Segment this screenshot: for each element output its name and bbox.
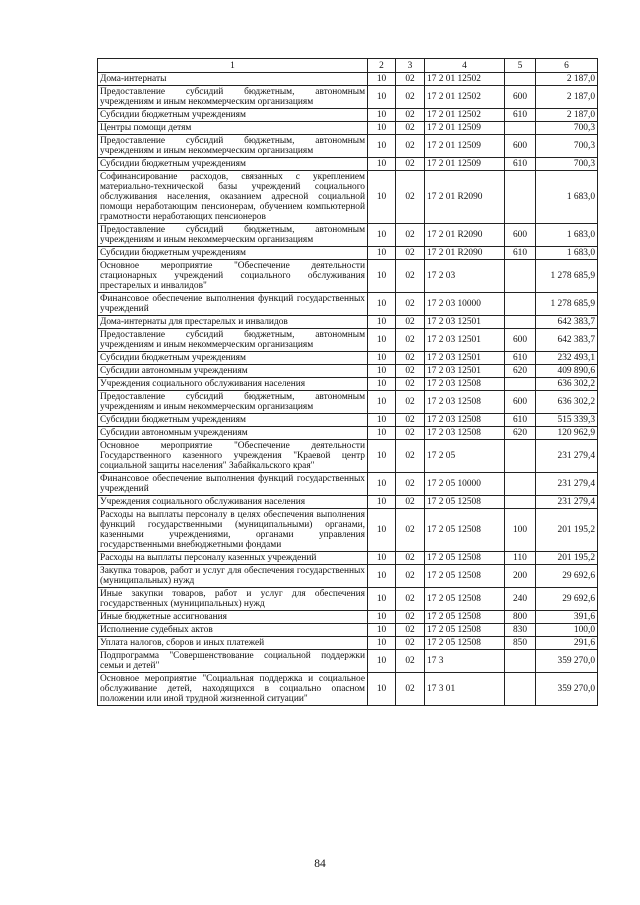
table-row: [98, 414, 598, 427]
target-article-code: 17 2 01 12509: [425, 158, 505, 171]
section-code: 10: [368, 624, 396, 637]
table-row: [98, 109, 598, 122]
row-name: Иные закупки товаров, работ и услуг для обеспечения государственных (муниципальных) нужд: [98, 588, 368, 611]
section-code: 10: [368, 73, 396, 86]
amount: 1 278 685,9: [536, 293, 598, 316]
target-article-code: 17 2 03 12501: [425, 329, 505, 352]
amount: 232 493,1: [536, 352, 598, 365]
target-article-code: 17 2 01 12509: [425, 122, 505, 135]
subsection-code: 02: [396, 552, 425, 565]
expense-type-code: [505, 650, 536, 673]
expense-type-code: 610: [505, 352, 536, 365]
target-article-code: 17 3: [425, 650, 505, 673]
table-row: [98, 427, 598, 440]
row-name: Учреждения социального обслуживания населения: [98, 496, 368, 509]
section-code: 10: [368, 552, 396, 565]
target-article-code: 17 2 03 12501: [425, 316, 505, 329]
row-name: Субсидии бюджетным учреждениям: [98, 158, 368, 171]
expense-type-code: 600: [505, 224, 536, 247]
row-name: Софинансирование расходов, связанных с укреплением материально-технической базы учреждений социального обслуживания населения, оказанием адресной социальной помощи неработающим пенсионерам, обучением компьютерной грамотности неработающих пенсионеров: [98, 171, 368, 224]
row-name: Центры помощи детям: [98, 122, 368, 135]
subsection-code: 02: [396, 352, 425, 365]
expense-type-code: 600: [505, 329, 536, 352]
amount: 1 683,0: [536, 171, 598, 224]
table-row: [98, 158, 598, 171]
page-number: 84: [314, 858, 326, 870]
amount: 2 187,0: [536, 73, 598, 86]
target-article-code: 17 2 05: [425, 440, 505, 473]
expense-type-code: 620: [505, 365, 536, 378]
amount: 201 195,2: [536, 509, 598, 552]
expense-type-code: 620: [505, 427, 536, 440]
row-name: Субсидии бюджетным учреждениям: [98, 247, 368, 260]
row-name: Уплата налогов, сборов и иных платежей: [98, 637, 368, 650]
subsection-code: 02: [396, 624, 425, 637]
target-article-code: 17 2 05 10000: [425, 473, 505, 496]
amount: 291,6: [536, 637, 598, 650]
subsection-code: 02: [396, 73, 425, 86]
expense-type-code: [505, 122, 536, 135]
section-code: 10: [368, 440, 396, 473]
section-code: 10: [368, 352, 396, 365]
section-code: 10: [368, 247, 396, 260]
column-header: 1: [98, 59, 368, 73]
target-article-code: 17 2 05 12508: [425, 611, 505, 624]
table-row: [98, 316, 598, 329]
section-code: 10: [368, 378, 396, 391]
column-header: 5: [505, 59, 536, 73]
subsection-code: 02: [396, 378, 425, 391]
target-article-code: 17 2 05 12508: [425, 637, 505, 650]
subsection-code: 02: [396, 224, 425, 247]
expense-type-code: [505, 316, 536, 329]
amount: 1 683,0: [536, 224, 598, 247]
subsection-code: 02: [396, 496, 425, 509]
table-row: [98, 509, 598, 552]
amount: 636 302,2: [536, 378, 598, 391]
amount: 2 187,0: [536, 86, 598, 109]
amount: 2 187,0: [536, 109, 598, 122]
expense-type-code: [505, 171, 536, 224]
row-name: Основное мероприятие "Социальная поддержка и социальное обслуживание детей, находящихся в социально опасном положении или иной трудной жизненной ситуации": [98, 673, 368, 706]
target-article-code: 17 2 01 12502: [425, 109, 505, 122]
table-row: [98, 565, 598, 588]
section-code: 10: [368, 122, 396, 135]
expense-type-code: 610: [505, 247, 536, 260]
target-article-code: 17 2 05 12508: [425, 565, 505, 588]
amount: 231 279,4: [536, 440, 598, 473]
subsection-code: 02: [396, 414, 425, 427]
table-row: [98, 673, 598, 706]
table-row: [98, 329, 598, 352]
subsection-code: 02: [396, 611, 425, 624]
section-code: 10: [368, 158, 396, 171]
column-header: 2: [368, 59, 396, 73]
amount: 231 279,4: [536, 496, 598, 509]
column-header: 3: [396, 59, 425, 73]
target-article-code: 17 2 01 12502: [425, 73, 505, 86]
target-article-code: 17 2 03 12501: [425, 352, 505, 365]
subsection-code: 02: [396, 122, 425, 135]
target-article-code: 17 2 03 12508: [425, 391, 505, 414]
table-header-row: [98, 59, 598, 73]
amount: 700,3: [536, 135, 598, 158]
expense-type-code: [505, 496, 536, 509]
row-name: Субсидии бюджетным учреждениям: [98, 109, 368, 122]
expense-type-code: 110: [505, 552, 536, 565]
target-article-code: 17 2 03 10000: [425, 293, 505, 316]
expense-type-code: [505, 673, 536, 706]
expense-type-code: 610: [505, 158, 536, 171]
section-code: 10: [368, 496, 396, 509]
amount: 409 890,6: [536, 365, 598, 378]
row-name: Финансовое обеспечение выполнения функций государственных учреждений: [98, 293, 368, 316]
target-article-code: 17 2 05 12508: [425, 509, 505, 552]
section-code: 10: [368, 565, 396, 588]
amount: 700,3: [536, 158, 598, 171]
table-row: [98, 496, 598, 509]
subsection-code: 02: [396, 650, 425, 673]
table-row: [98, 391, 598, 414]
table-row: [98, 637, 598, 650]
target-article-code: 17 2 03 12508: [425, 378, 505, 391]
row-name: Субсидии автономным учреждениям: [98, 365, 368, 378]
row-name: Основное мероприятие "Обеспечение деятельности стационарных учреждений социального обслуживания престарелых и инвалидов": [98, 260, 368, 293]
section-code: 10: [368, 611, 396, 624]
table-row: [98, 73, 598, 86]
expense-type-code: 200: [505, 565, 536, 588]
section-code: 10: [368, 86, 396, 109]
target-article-code: 17 2 01 R2090: [425, 171, 505, 224]
section-code: 10: [368, 473, 396, 496]
target-article-code: 17 2 01 12509: [425, 135, 505, 158]
section-code: 10: [368, 260, 396, 293]
expense-type-code: 600: [505, 391, 536, 414]
amount: 359 270,0: [536, 673, 598, 706]
target-article-code: 17 2 03: [425, 260, 505, 293]
expense-type-code: 240: [505, 588, 536, 611]
row-name: Предоставление субсидий бюджетным, автономным учреждениям и иным некоммерческим организациям: [98, 329, 368, 352]
section-code: 10: [368, 650, 396, 673]
expense-type-code: [505, 378, 536, 391]
row-name: Иные бюджетные ассигнования: [98, 611, 368, 624]
subsection-code: 02: [396, 588, 425, 611]
row-name: Предоставление субсидий бюджетным, автономным учреждениям и иным некоммерческим организациям: [98, 391, 368, 414]
row-name: Предоставление субсидий бюджетным, автономным учреждениям и иным некоммерческим организациям: [98, 135, 368, 158]
target-article-code: 17 2 03 12508: [425, 414, 505, 427]
expense-type-code: [505, 293, 536, 316]
subsection-code: 02: [396, 391, 425, 414]
subsection-code: 02: [396, 260, 425, 293]
section-code: 10: [368, 637, 396, 650]
amount: 636 302,2: [536, 391, 598, 414]
target-article-code: 17 2 05 12508: [425, 552, 505, 565]
row-name: Финансовое обеспечение выполнения функций государственных учреждений: [98, 473, 368, 496]
subsection-code: 02: [396, 565, 425, 588]
target-article-code: 17 2 05 12508: [425, 496, 505, 509]
row-name: Подпрограмма "Совершенствование социальной поддержки семьи и детей": [98, 650, 368, 673]
amount: 29 692,6: [536, 588, 598, 611]
subsection-code: 02: [396, 135, 425, 158]
subsection-code: 02: [396, 637, 425, 650]
amount: 359 270,0: [536, 650, 598, 673]
column-header: 6: [536, 59, 598, 73]
table-row: [98, 86, 598, 109]
target-article-code: 17 2 05 12508: [425, 588, 505, 611]
expense-type-code: [505, 440, 536, 473]
subsection-code: 02: [396, 86, 425, 109]
row-name: Дома-интернаты для престарелых и инвалидов: [98, 316, 368, 329]
table-row: [98, 247, 598, 260]
section-code: 10: [368, 673, 396, 706]
row-name: Субсидии бюджетным учреждениям: [98, 414, 368, 427]
table-row: [98, 171, 598, 224]
expense-type-code: 600: [505, 135, 536, 158]
expense-type-code: [505, 260, 536, 293]
section-code: 10: [368, 171, 396, 224]
table-row: [98, 588, 598, 611]
section-code: 10: [368, 135, 396, 158]
expense-type-code: 800: [505, 611, 536, 624]
row-name: Субсидии бюджетным учреждениям: [98, 352, 368, 365]
section-code: 10: [368, 224, 396, 247]
section-code: 10: [368, 427, 396, 440]
table-row: [98, 352, 598, 365]
row-name: Субсидии автономным учреждениям: [98, 427, 368, 440]
subsection-code: 02: [396, 473, 425, 496]
table-row: [98, 624, 598, 637]
subsection-code: 02: [396, 509, 425, 552]
table-row: [98, 293, 598, 316]
table-row: [98, 224, 598, 247]
row-name: Расходы на выплаты персоналу казенных учреждений: [98, 552, 368, 565]
table-row: [98, 365, 598, 378]
amount: 1 683,0: [536, 247, 598, 260]
section-code: 10: [368, 588, 396, 611]
section-code: 10: [368, 293, 396, 316]
table-row: [98, 440, 598, 473]
subsection-code: 02: [396, 427, 425, 440]
section-code: 10: [368, 329, 396, 352]
expense-type-code: 600: [505, 86, 536, 109]
expense-type-code: [505, 73, 536, 86]
section-code: 10: [368, 391, 396, 414]
row-name: Учреждения социального обслуживания населения: [98, 378, 368, 391]
expense-type-code: 100: [505, 509, 536, 552]
subsection-code: 02: [396, 673, 425, 706]
section-code: 10: [368, 509, 396, 552]
target-article-code: 17 2 01 R2090: [425, 247, 505, 260]
subsection-code: 02: [396, 365, 425, 378]
expense-type-code: 830: [505, 624, 536, 637]
amount: 515 339,3: [536, 414, 598, 427]
target-article-code: 17 2 01 R2090: [425, 224, 505, 247]
amount: 29 692,6: [536, 565, 598, 588]
amount: 700,3: [536, 122, 598, 135]
row-name: Предоставление субсидий бюджетным, автономным учреждениям и иным некоммерческим организациям: [98, 86, 368, 109]
section-code: 10: [368, 365, 396, 378]
table-row: [98, 378, 598, 391]
subsection-code: 02: [396, 329, 425, 352]
amount: 1 278 685,9: [536, 260, 598, 293]
expense-type-code: 610: [505, 414, 536, 427]
subsection-code: 02: [396, 316, 425, 329]
target-article-code: 17 2 03 12508: [425, 427, 505, 440]
table-row: [98, 552, 598, 565]
table-row: [98, 473, 598, 496]
budget-table: [97, 58, 598, 706]
row-name: Закупка товаров, работ и услуг для обеспечения государственных (муниципальных) нужд: [98, 565, 368, 588]
amount: 231 279,4: [536, 473, 598, 496]
amount: 642 383,7: [536, 316, 598, 329]
table-row: [98, 122, 598, 135]
amount: 100,0: [536, 624, 598, 637]
table-row: [98, 135, 598, 158]
subsection-code: 02: [396, 440, 425, 473]
amount: 120 962,9: [536, 427, 598, 440]
target-article-code: 17 2 03 12501: [425, 365, 505, 378]
row-name: Основное мероприятие "Обеспечение деятельности Государственного казенного учреждения "Краевой центр социальной защиты населения" Забайкальского края": [98, 440, 368, 473]
subsection-code: 02: [396, 171, 425, 224]
amount: 391,6: [536, 611, 598, 624]
column-header: 4: [425, 59, 505, 73]
row-name: Исполнение судебных актов: [98, 624, 368, 637]
target-article-code: 17 3 01: [425, 673, 505, 706]
subsection-code: 02: [396, 158, 425, 171]
amount: 201 195,2: [536, 552, 598, 565]
table-row: [98, 611, 598, 624]
table-row: [98, 260, 598, 293]
expense-type-code: 610: [505, 109, 536, 122]
section-code: 10: [368, 109, 396, 122]
table-row: [98, 650, 598, 673]
section-code: 10: [368, 414, 396, 427]
target-article-code: 17 2 01 12502: [425, 86, 505, 109]
expense-type-code: [505, 473, 536, 496]
expense-type-code: 850: [505, 637, 536, 650]
amount: 642 383,7: [536, 329, 598, 352]
subsection-code: 02: [396, 247, 425, 260]
subsection-code: 02: [396, 109, 425, 122]
target-article-code: 17 2 05 12508: [425, 624, 505, 637]
row-name: Расходы на выплаты персоналу в целях обеспечения выполнения функций государственными (муниципальными) органами, казенными учреждениями, органами управления государственными внебюджетными фондами: [98, 509, 368, 552]
subsection-code: 02: [396, 293, 425, 316]
row-name: Дома-интернаты: [98, 73, 368, 86]
row-name: Предоставление субсидий бюджетным, автономным учреждениям и иным некоммерческим организациям: [98, 224, 368, 247]
section-code: 10: [368, 316, 396, 329]
